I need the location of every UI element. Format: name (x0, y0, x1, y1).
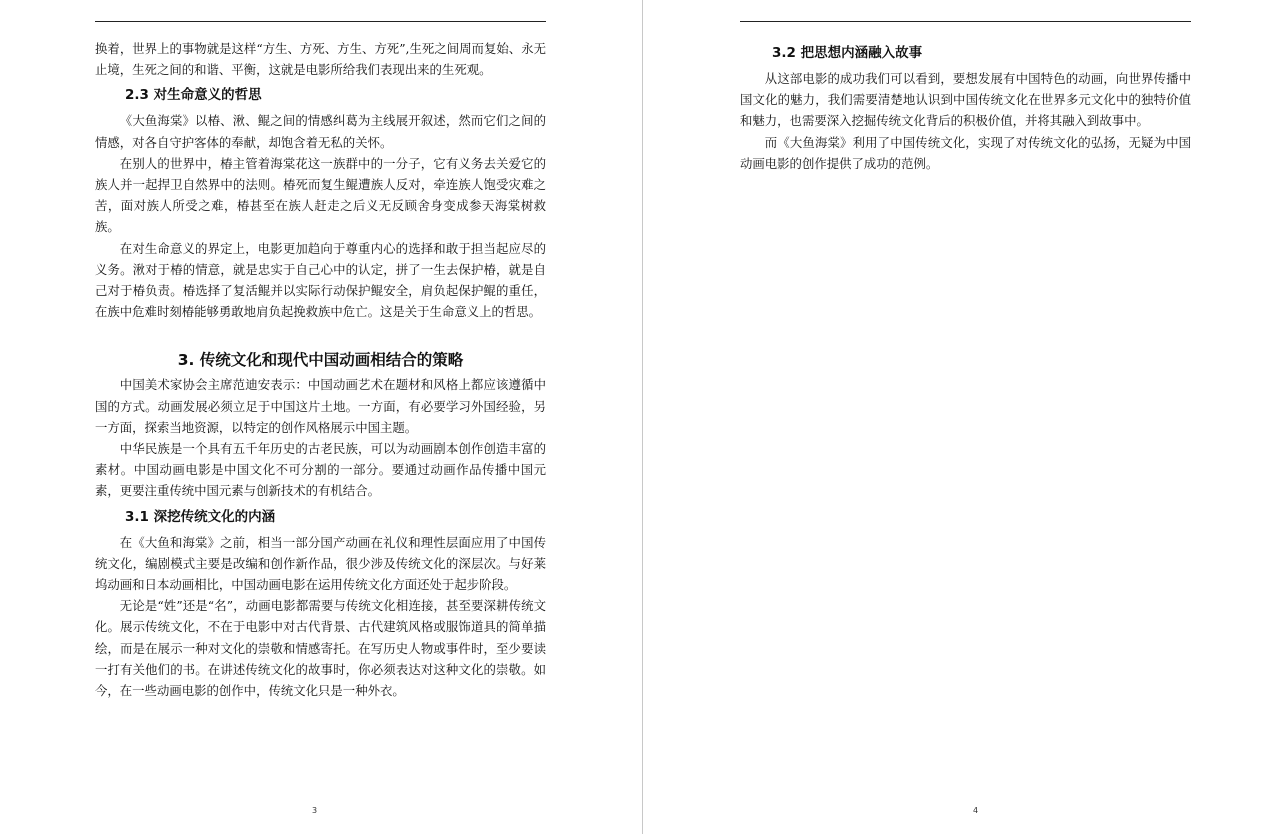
header-rule (95, 21, 546, 22)
paragraph: 在《大鱼和海棠》之前，相当一部分国产动画在礼仪和理性层面应用了中国传统文化，编剧模式主要是改编和创作新作品，很少涉及传统文化的深层次。与好莱坞动画和日本动画相比，中国动画电影在运用传统文化方面还处于起步阶段。 (95, 534, 546, 593)
paragraph: 而《大鱼海棠》利用了中国传统文化，实现了对传统文化的弘扬，无疑为中国动画电影的创作提供了成功的范例。 (740, 134, 1191, 171)
page-number: 4 (972, 806, 979, 815)
page-4-content (740, 38, 1191, 174)
paragraph: 《大鱼海棠》以椿、湫、鲲之间的情感纠葛为主线展开叙述，然而它们之间的情感，对各自守护客体的奉献，却饱含着无私的关怀。 (95, 113, 546, 150)
paragraph: 无论是“姓”还是“名”，动画电影都需要与传统文化相连接，甚至要深耕传统文化。展示传统文化，不在于电影中对古代背景、古代建筑风格或服饰道具的简单描绘，而是在展示一种对文化的崇敬和情感寄托。在写历史人物或事件时，至少要读一打有关他们的书。在讲述传统文化的故事时，你必须表达对这种文化的崇敬。如今，在一些动画电影的创作中，传统文化只是一种外衣。 (95, 598, 546, 699)
heading-3: 3. 传统文化和现代中国动画相结合的策略 (177, 351, 464, 370)
paragraph: 中华民族是一个具有五千年历史的古老民族，可以为动画剧本创作创造丰富的素材。中国动画电影是中国文化不可分割的一部分。要通过动画作品传播中国元素，更要注重传统中国元素与创新技术的有机结合。 (95, 441, 546, 499)
page-4 (643, 0, 1286, 834)
heading-3-2: 3.2 把思想内涵融入故事 (772, 45, 923, 61)
page-3-content (95, 38, 546, 701)
paragraph: 中国美术家协会主席范迪安表示：中国动画艺术在题材和风格上都应该遵循中国的方式。动画发展必须立足于中国这片土地。一方面，有必要学习外国经验，另一方面，探索当地资源，以特定的创作风格展示中国主题。 (95, 377, 546, 435)
paragraph: 在别人的世界中，椿主管着海棠花这一族群中的一分子，它有义务去关爱它的族人并一起捍卫自然界中的法则。椿死而复生鲲遭族人反对，牵连族人饱受灾难之苦，面对族人所受之难，椿甚至在族人赶走之后义无反顾舍身变成参天海棠树救族。 (95, 155, 546, 235)
page-number: 3 (311, 806, 318, 815)
heading-3-1: 3.1 深挖传统文化的内涵 (125, 508, 276, 525)
header-rule (740, 21, 1191, 22)
paragraph: 从这部电影的成功我们可以看到，要想发展有中国特色的动画，向世界传播中国文化的魅力，我们需要清楚地认识到中国传统文化在世界多元文化中的独特价值和魅力，也需要深入挖掘传统文化背后的积极价值，并将其融入到故事中。 (740, 71, 1191, 129)
paragraph: 在对生命意义的界定上，电影更加趋向于尊重内心的选择和敢于担当起应尽的义务。湫对于椿的情意，就是忠实于自己心中的认定，拼了一生去保护椿，就是自己对于椿负责。椿选择了复活鲲并以实际行动保护鲲安全，肩负起保护鲲的重任，在族中危难时刻椿能够勇敢地肩负起挽救族中危亡。这是关于生命意义上的哲思。 (95, 240, 546, 320)
paragraph: 换着，世界上的事物就是这样“方生、方死、方生、方死”,生死之间周而复始、永无止境，生死之间的和谐、平衡，这就是电影所给我们表现出来的生死观。 (95, 41, 546, 78)
heading-2-3: 2.3 对生命意义的哲思 (125, 87, 262, 104)
